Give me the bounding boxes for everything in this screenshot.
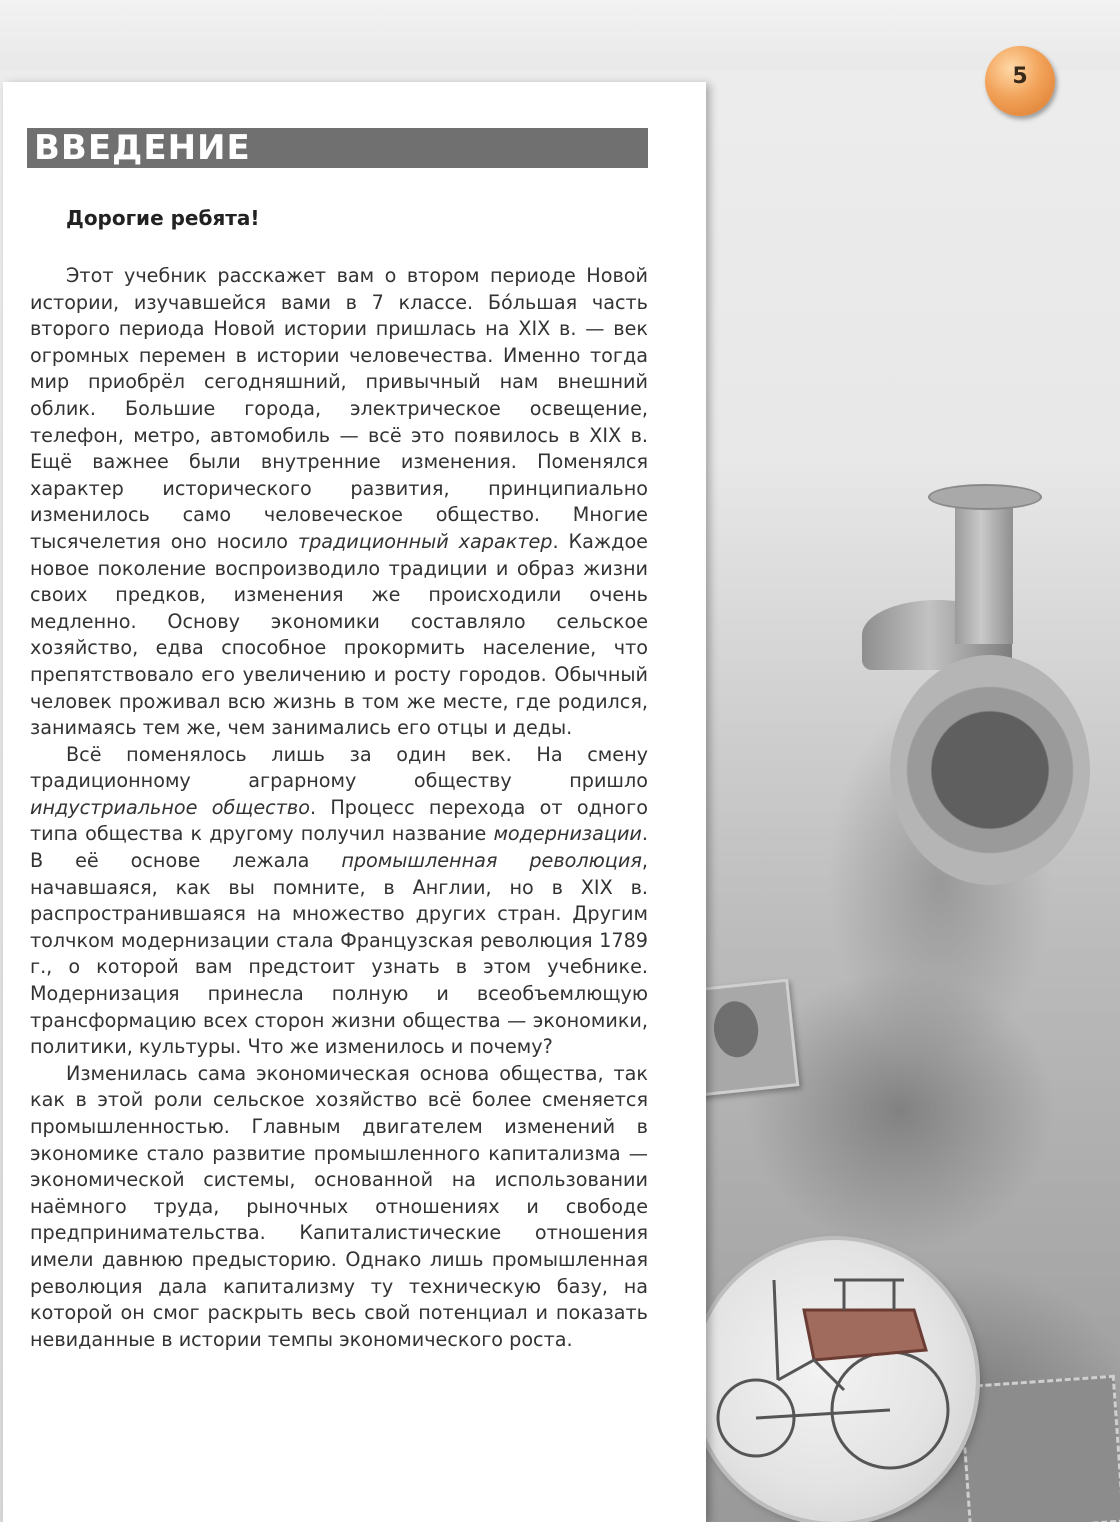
locomotive-front-illustration [890,655,1090,885]
chimney-top-illustration [928,484,1042,510]
body-text [30,263,648,1353]
emphasized-term: модернизации [493,822,642,846]
emphasized-term: традиционный характер [297,529,553,553]
page-number-badge: 5 [985,46,1055,116]
postage-stamp-illustration [959,1375,1120,1522]
section-title: ВВЕДЕНИЕ [34,128,251,168]
early-automobile-illustration [694,1240,976,1522]
paragraph [30,1061,648,1354]
text-run: . Процесс перехода от одного типа общества к другому получил название [30,795,648,846]
text-run: . В её основе лежала [30,822,648,873]
top-band [0,0,1120,70]
paragraph [30,742,648,1061]
text-run: Изменилась сама экономическая основа общества, так как в этой роли сельское хозяйство всё более сменяется промышленностью. Главным двигателем изменений в экономике стало развитие промышленного капитализма — экономической системы, основанной на использовании наёмного труда, рыночных отношениях и свободе предпринимательства. Капиталистические отношения имели давнюю предысторию. Однако лишь промышленная революция дала капитализму ту техническую базу, на которой он смог раскрыть весь свой потенциал и показать невиданные в истории темпы экономического роста. [30,1061,648,1351]
paragraph [30,263,648,742]
text-run: . Каждое новое поколение воспроизводило традиции и образ жизни своих предков, изменения же происходили очень медленно. Основу экономики составляло сельское хозяйство, едва способное прокормить население, что препятствовало его увеличению и росту городов. Обычный человек проживал всю жизнь в том же месте, где родился, занимаясь тем же, чем занимались его отцы и деды. [30,529,648,740]
emphasized-term: индустриальное общество [30,795,310,819]
text-run: , начавшаяся, как вы помните, в Англии, но в XIX в. распространившаяся на множество других стран. Другим толчком модернизации стала Французская революция 1789 г., о которой вам предстоит узнать в этом учебнике. Модернизация принесла полную и всеобъемлющую трансформацию всех сторон жизни общества — экономики, политики, культуры. Что же изменилось и почему? [30,849,648,1059]
text-run: Всё поменялось лишь за один век. На смену традиционному аграрному обществу пришло [30,742,648,793]
emphasized-term: промышленная революция [341,849,642,873]
greeting-heading: Дорогие ребята! [66,206,260,230]
locomotive-chimney-illustration [955,494,1013,644]
text-run: Этот учебник расскажет вам о втором периоде Новой истории, изучавшейся вами в 7 классе. Бо́льшая часть второго периода Новой истории пришлась на XIX в. — век огромных перемен в истории человечества. Именно тогда мир приобрёл сегодняшний, привычный нам внешний облик. Большие города, электрическое освещение, телефон, метро, автомобиль — всё это появилось в XIX в. Ещё важнее были внутренние изменения. Поменялся характер исторического развития, принципиально изменилось само человеческое общество. Многие тысячелетия оно носило [30,264,648,553]
automobile-drawing [694,1240,976,1522]
